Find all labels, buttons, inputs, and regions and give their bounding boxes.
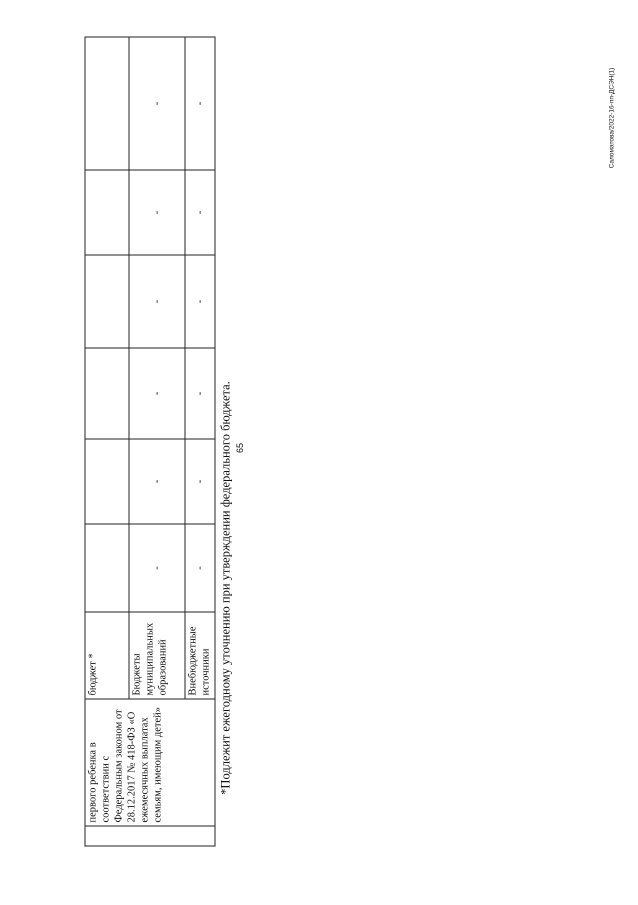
empty-cell [85, 826, 215, 846]
value-cell: - [185, 170, 215, 255]
value-cell [85, 348, 129, 439]
footnote: *Подлежит ежегодному уточнению при утверждении федерального бюджета. [218, 381, 233, 795]
value-cell: - [185, 37, 215, 170]
funding-table [84, 36, 215, 846]
source-cell: Бюджеты муниципальных образований [129, 612, 185, 699]
table-row [85, 37, 129, 846]
value-cell [85, 255, 129, 348]
value-cell: - [129, 524, 185, 612]
value-cell: - [185, 524, 215, 612]
value-cell: - [129, 170, 185, 255]
page-number: 65 [235, 442, 245, 454]
value-cell [85, 524, 129, 612]
value-cell: - [129, 255, 185, 348]
value-cell: - [185, 255, 215, 348]
value-cell: - [185, 348, 215, 439]
file-reference: Саломатова/2022-16-пп-ДСЭН(1) [608, 67, 616, 169]
value-cell [85, 439, 129, 524]
value-cell [85, 37, 129, 170]
source-cell: бюджет * [85, 612, 129, 699]
value-cell [85, 170, 129, 255]
table-container [84, 36, 214, 845]
value-cell: - [129, 37, 185, 170]
source-cell: Внебюджетные источники [185, 612, 215, 699]
value-cell: - [129, 439, 185, 524]
value-cell: - [185, 439, 215, 524]
value-cell: - [129, 348, 185, 439]
measure-description-cell: первого ребенка в соответствии с Федеральным законом от 28.12.2017 № 418-ФЗ «О ежемесячных выплатах семьям, имеющим детей» [85, 699, 215, 826]
